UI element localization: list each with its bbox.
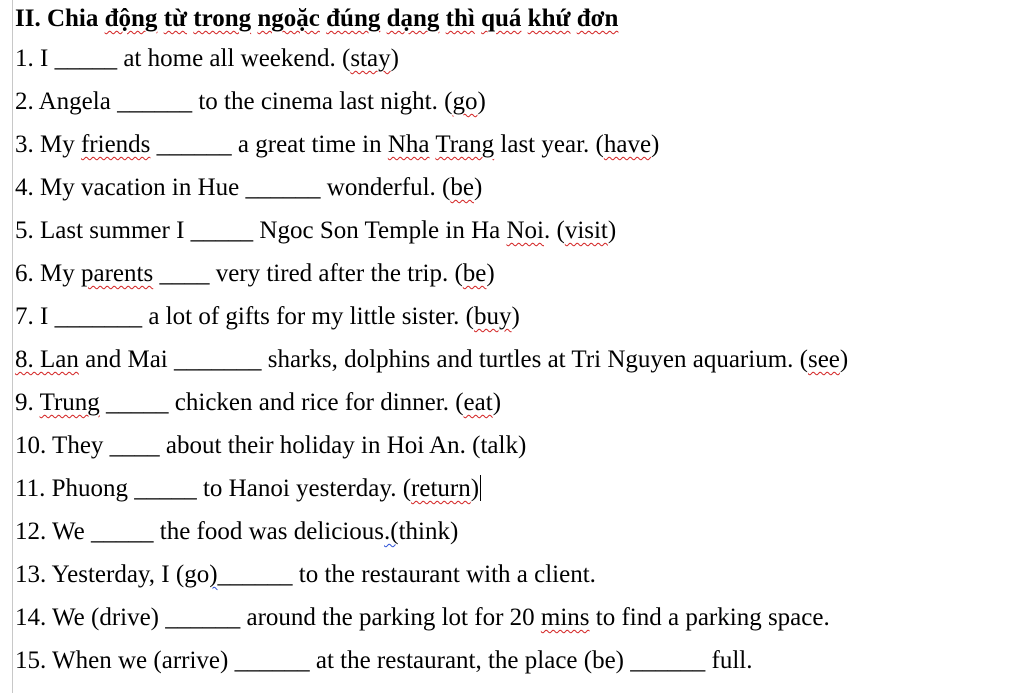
answer-blank: ______	[245, 174, 321, 201]
heading-word: đơn	[576, 5, 619, 32]
item-text: 4. My vacation in Hue	[15, 174, 246, 201]
exercise-item-11	[15, 467, 1015, 510]
exercise-item-6	[15, 252, 1015, 295]
verb-hint: be	[450, 174, 474, 201]
item-text: 1. I	[15, 45, 55, 72]
heading-word: thì	[445, 5, 475, 32]
verb-hint: be	[462, 260, 487, 287]
answer-blank: ______	[234, 647, 310, 674]
item-text: wonderful. (	[320, 174, 451, 201]
item-text: )	[486, 260, 495, 287]
heading-word: quá	[481, 5, 522, 32]
heading-word: từ	[163, 5, 188, 32]
verb-hint: see	[807, 346, 840, 373]
item-text: )	[511, 303, 520, 330]
item-text: 14. We (drive)	[15, 604, 166, 631]
item-text: 12. We	[15, 518, 91, 545]
verb-hint: return	[411, 475, 471, 502]
item-text: around the parking lot for 20	[240, 604, 541, 631]
item-text: 13. Yesterday, I (go	[15, 561, 210, 588]
item-text: )	[839, 346, 849, 373]
flagged-word: mins	[540, 604, 590, 631]
exercise-item-14	[15, 596, 1015, 639]
flagged-word: Trung	[39, 389, 100, 416]
verb-hint: go	[452, 88, 478, 115]
answer-blank: ______	[217, 561, 293, 588]
item-text: Ngoc Son Temple in Ha	[253, 217, 507, 244]
answer-blank: ____	[109, 432, 160, 459]
heading-prefix: II. Chia	[15, 5, 105, 32]
item-text: )	[470, 475, 480, 502]
item-text: 3. My	[15, 131, 81, 158]
item-text: to find a parking space.	[589, 604, 830, 631]
flagged-word: Noi	[506, 217, 544, 244]
item-text: 15. When we (arrive)	[15, 647, 235, 674]
answer-blank: ______	[630, 647, 706, 674]
heading-word: động	[104, 5, 158, 32]
answer-blank: _______	[54, 303, 143, 330]
verb-hint: buy	[473, 303, 512, 330]
item-text: )	[473, 174, 483, 201]
item-text: )	[607, 217, 617, 244]
item-text: ______ a great time in	[150, 131, 388, 158]
flagged-word: friends	[80, 131, 151, 158]
answer-blank: _____	[54, 45, 118, 72]
answer-blank: _____	[91, 518, 154, 545]
item-text: a lot of gifts for my little sister. (	[142, 303, 474, 330]
item-text: to Hanoi yesterday. (	[196, 475, 412, 502]
exercise-heading	[15, 0, 1015, 37]
exercise-item-12	[15, 510, 1015, 553]
exercise-item-15	[15, 639, 1015, 682]
item-text: )	[492, 389, 502, 416]
item-text: at home all weekend. (	[117, 45, 351, 72]
item-text: 10. They	[15, 432, 110, 459]
heading-word: đúng	[326, 5, 381, 32]
item-text: ____ very tired after the trip. (	[153, 260, 463, 287]
item-text: about their holiday in Hoi An. (talk)	[159, 432, 527, 459]
item-text: 6. My	[15, 260, 81, 287]
item-text: full.	[705, 647, 753, 674]
answer-blank: ______	[117, 88, 193, 115]
verb-hint: visit	[564, 217, 608, 244]
item-text: to the cinema last night. (	[192, 88, 453, 115]
item-text: 2. Angela	[15, 88, 118, 115]
exercise-item-2	[15, 80, 1015, 123]
answer-blank: _______	[174, 346, 262, 373]
item-text: _____ chicken and rice for dinner. (	[99, 389, 464, 416]
item-text: last year. (	[494, 131, 604, 158]
heading-word: ngoặc	[257, 5, 320, 32]
document-body[interactable]	[15, 0, 1015, 682]
heading-word: khứ	[527, 5, 571, 32]
item-text: 11. Phuong	[15, 475, 135, 502]
exercise-item-10	[15, 424, 1015, 467]
item-text: 5. Last summer I	[15, 217, 191, 244]
flagged-word: Trang	[435, 131, 495, 158]
exercise-item-7	[15, 295, 1015, 338]
exercise-item-5	[15, 209, 1015, 252]
verb-hint: have	[603, 131, 652, 158]
exercise-item-1	[15, 37, 1015, 80]
answer-blank: ______	[165, 604, 241, 631]
item-text: sharks, dolphins and turtles at Tri Nguyen aquarium. (	[261, 346, 808, 373]
exercise-item-4	[15, 166, 1015, 209]
item-text: think)	[398, 518, 459, 545]
item-text: 9.	[15, 389, 40, 416]
heading-word: dạng	[386, 5, 440, 32]
exercise-item-8	[15, 338, 1015, 381]
item-text: to the restaurant with a client.	[292, 561, 596, 588]
item-text: and Mai	[78, 346, 174, 373]
flagged-punctuation: .(	[384, 518, 399, 545]
verb-hint: eat	[463, 389, 493, 416]
item-text: )	[390, 45, 399, 72]
item-text: 7. I	[15, 303, 55, 330]
flagged-punctuation: )	[209, 561, 218, 588]
flagged-word: 8. Lan	[15, 346, 79, 373]
item-text: . (	[543, 217, 565, 244]
flagged-word: Nha	[387, 131, 430, 158]
exercise-item-9	[15, 381, 1015, 424]
answer-blank: _____	[134, 475, 197, 502]
page-margin-line	[12, 0, 13, 693]
item-text: the food was delicious	[153, 518, 385, 545]
item-text: at the restaurant, the place (be)	[309, 647, 631, 674]
flagged-word: parents	[80, 260, 154, 287]
text-cursor	[480, 475, 481, 501]
item-text: )	[651, 131, 660, 158]
exercise-item-13	[15, 553, 1015, 596]
item-text: )	[477, 88, 486, 115]
heading-word: trong	[193, 5, 252, 32]
verb-hint: stay	[350, 45, 391, 72]
answer-blank: _____	[190, 217, 254, 244]
exercise-item-3	[15, 123, 1015, 166]
